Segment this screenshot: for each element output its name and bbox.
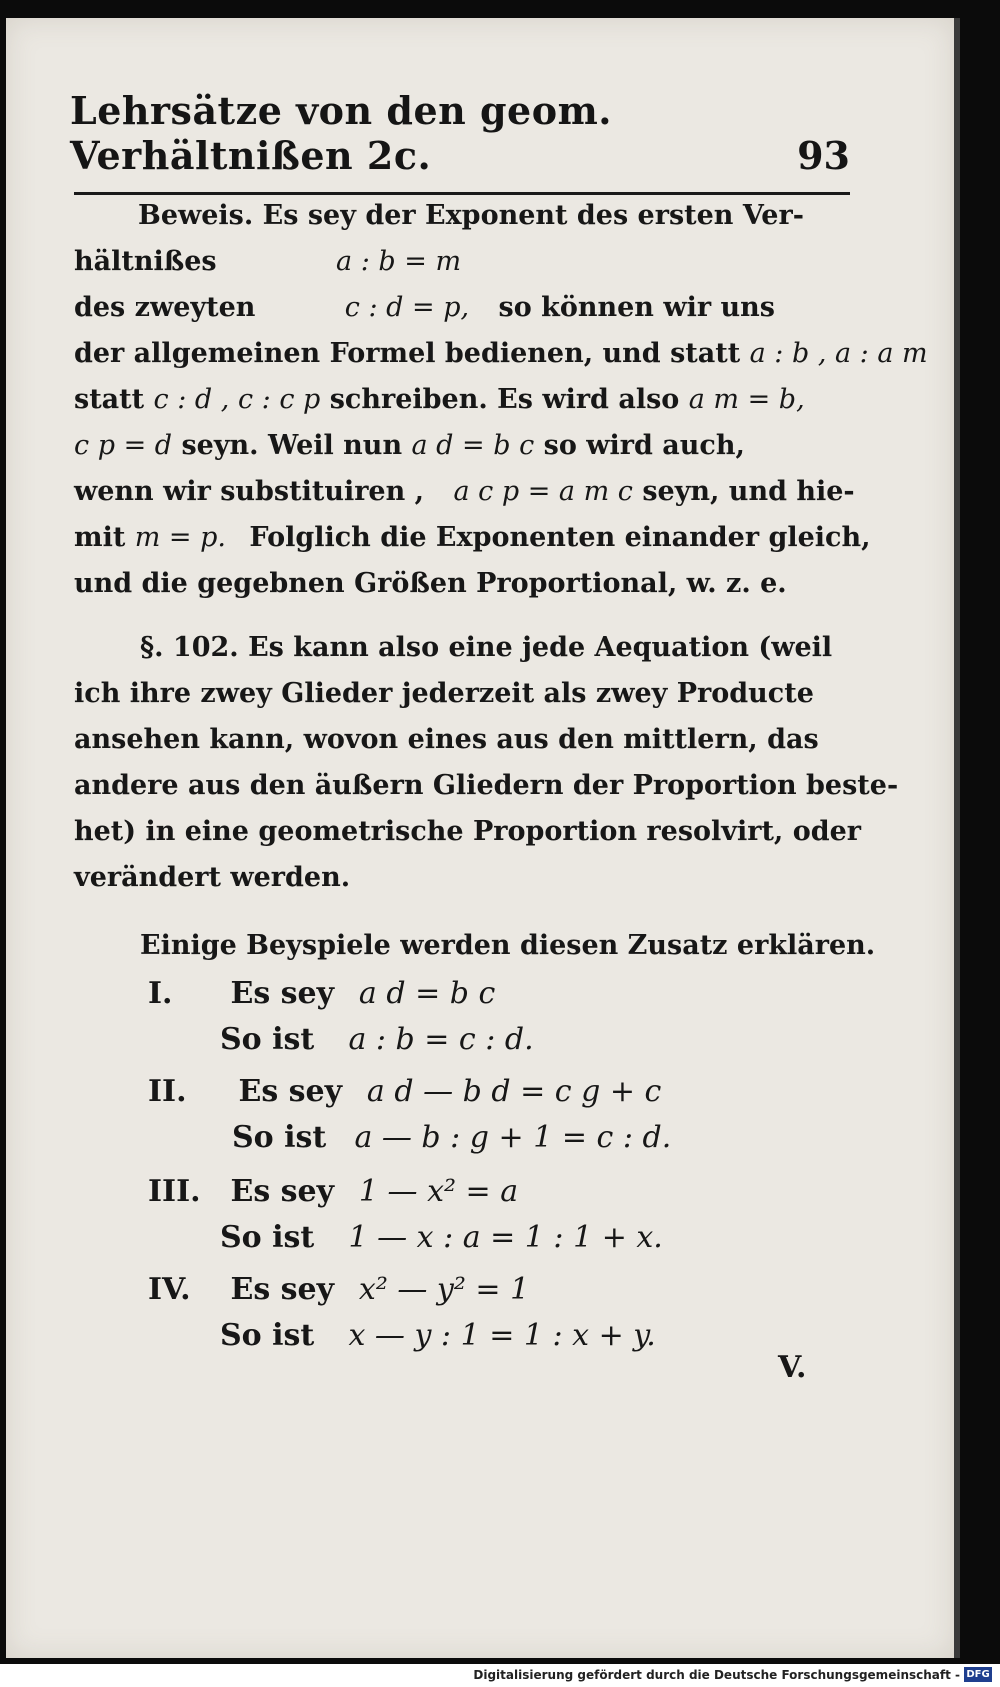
page-number: 93 [797, 133, 850, 178]
proof-line-7 [74, 476, 855, 507]
example-2-given [148, 1074, 661, 1109]
header-rule [74, 192, 850, 195]
proof-formula: a d = b c [411, 430, 535, 461]
section-line-6: verändert werden. [74, 862, 351, 893]
proof-formula: a : b = m [336, 246, 462, 277]
proof-line-2 [74, 246, 461, 277]
proof-formula: a m = b, [688, 384, 805, 415]
section-line-5: het) in eine geometrische Proportion resolvirt, oder [74, 816, 862, 847]
proof-text: so können wir uns [498, 292, 775, 323]
header-title: Lehrsätze von den geom. Verhältnißen 2c. [70, 88, 613, 178]
proof-formula: c : d , c : c p [153, 384, 321, 415]
examples-intro: Einige Beyspiele werden diesen Zusatz erklären. [140, 930, 876, 961]
proof-text: der allgemeinen Formel bedienen, und statt [74, 338, 741, 369]
example-numeral: I. [148, 976, 173, 1011]
example-label: So ist [220, 1022, 315, 1057]
proof-formula: a c p = a m c [453, 476, 633, 507]
catchword: V. [778, 1350, 807, 1385]
proof-line-8 [74, 522, 871, 553]
example-formula: a d — b d = c g + c [366, 1074, 662, 1109]
proof-formula: m = p. [134, 522, 226, 553]
example-formula: x² — y² = 1 [358, 1272, 530, 1307]
dfg-logo: DFG [964, 1667, 992, 1682]
proof-label: hältnißes [74, 246, 217, 277]
example-4-result [220, 1318, 656, 1353]
example-1-given [148, 976, 495, 1011]
example-numeral: II. [148, 1074, 187, 1109]
proof-line-6 [74, 430, 745, 461]
example-formula: 1 — x² = a [358, 1174, 519, 1209]
proof-formula: c p = d [74, 430, 173, 461]
example-3-given [148, 1174, 518, 1209]
example-label: So ist [232, 1120, 327, 1155]
proof-label: des zweyten [74, 292, 256, 323]
proof-line-1: Beweis. Es sey der Exponent des ersten Ver- [138, 200, 804, 231]
digitization-credit: Digitalisierung gefördert durch die Deutsche Forschungsgemeinschaft - [473, 1668, 960, 1682]
example-2-result [232, 1120, 671, 1155]
example-label: Es sey [230, 1272, 335, 1307]
example-label: Es sey [238, 1074, 343, 1109]
example-formula: a : b = c : d. [348, 1022, 534, 1057]
example-4-given [148, 1272, 529, 1307]
proof-line-3 [74, 292, 775, 323]
example-label: Es sey [230, 1174, 335, 1209]
proof-line-9: und die gegebnen Größen Proportional, w. z. e. [74, 568, 787, 599]
proof-text: Folglich die Exponenten einander gleich, [249, 522, 871, 553]
example-formula: 1 — x : a = 1 : 1 + x. [348, 1220, 663, 1255]
proof-text: mit [74, 522, 126, 553]
proof-line-4 [74, 338, 928, 369]
proof-text: wenn wir substituiren , [74, 476, 425, 507]
example-formula: a — b : g + 1 = c : d. [354, 1120, 672, 1155]
proof-formula: c : d = p, [344, 292, 470, 323]
example-numeral: III. [148, 1174, 201, 1209]
example-1-result [220, 1022, 534, 1057]
example-label: So ist [220, 1318, 315, 1353]
section-line-1: §. 102. Es kann also eine jede Aequation (weil [140, 632, 833, 663]
proof-text: schreiben. Es wird also [329, 384, 680, 415]
running-header [70, 88, 850, 178]
proof-line-5 [74, 384, 805, 415]
section-line-3: ansehen kann, wovon eines aus den mittlern, das [74, 724, 819, 755]
example-label: Es sey [230, 976, 335, 1011]
example-formula: x — y : 1 = 1 : x + y. [348, 1318, 656, 1353]
proof-text: seyn. Weil nun [181, 430, 403, 461]
example-formula: a d = b c [358, 976, 496, 1011]
example-label: So ist [220, 1220, 315, 1255]
proof-formula: a : b , a : a m [749, 338, 928, 369]
section-line-2: ich ihre zwey Glieder jederzeit als zwey Producte [74, 678, 814, 709]
example-3-result [220, 1220, 663, 1255]
proof-text: statt [74, 384, 145, 415]
proof-text: seyn, und hie- [642, 476, 855, 507]
example-numeral: IV. [148, 1272, 191, 1307]
section-line-4: andere aus den äußern Gliedern der Proportion beste- [74, 770, 899, 801]
proof-text: so wird auch, [543, 430, 745, 461]
